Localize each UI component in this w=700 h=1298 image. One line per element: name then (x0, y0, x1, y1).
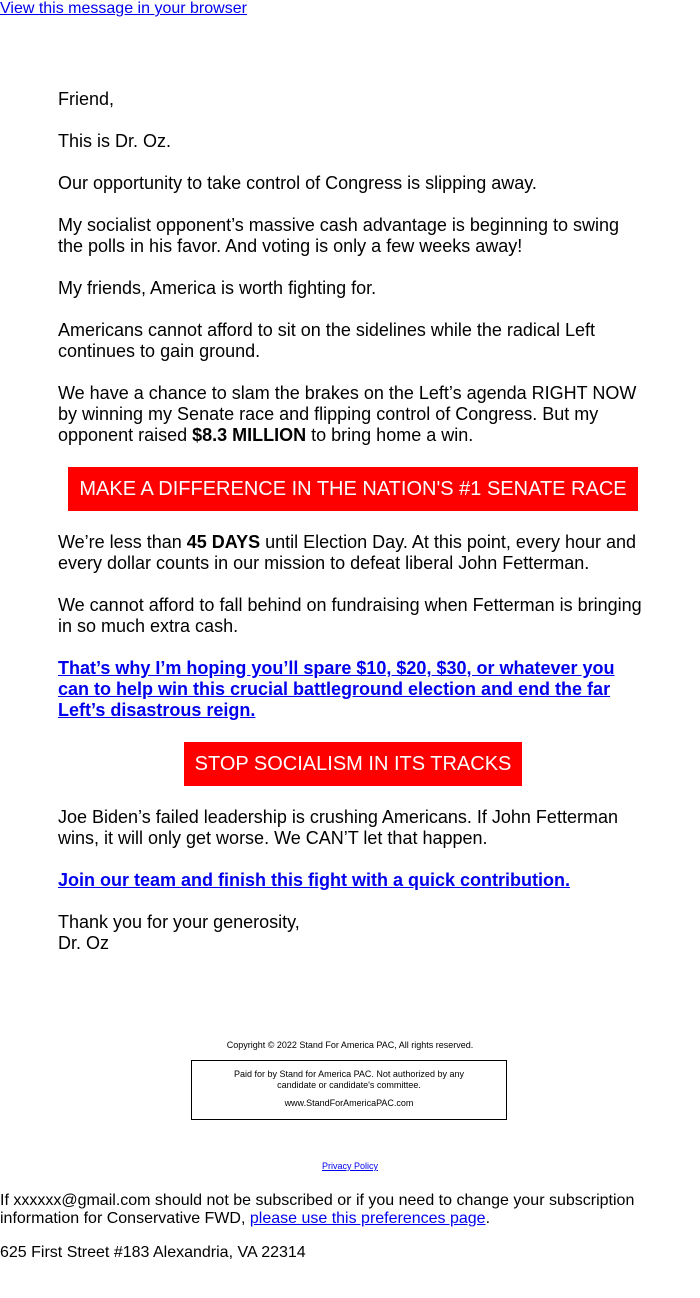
email-body (58, 89, 648, 975)
disclaimer-line-1: Paid for by Stand for America PAC. Not authorized by any (234, 1069, 464, 1079)
amount-highlight: $8.3 MILLION (192, 425, 307, 445)
paragraph-biden: Joe Biden’s failed leadership is crushing Americans. If John Fetterman wins, it will only get worse. We CAN’T let that happen. (58, 807, 618, 848)
paragraph-opponent: My socialist opponent’s massive cash advantage is beginning to swing the polls in his favor. And voting is only a few weeks away! (58, 215, 619, 256)
privacy-policy-link[interactable]: Privacy Policy (321, 1161, 378, 1171)
subscription-notice (0, 1192, 690, 1228)
subscription-end: . (485, 1210, 491, 1227)
days-highlight: 45 DAYS (186, 532, 261, 552)
intro-paragraph: This is Dr. Oz. (58, 131, 172, 151)
donation-link[interactable]: That’s why I’m hoping you’ll spare $10, $20, $30, or whatever you can to help win this crucial battleground election and end the far Left’s disastrous reign. (58, 658, 615, 720)
paragraph-days-end: until Election Day. At this point, every hour and every dollar counts in our mission to defeat liberal John Fetterman. (58, 532, 636, 573)
privacy-policy-wrap (0, 1160, 700, 1172)
signoff: Thank you for your generosity, (58, 912, 300, 932)
paragraph-fundraising: We cannot afford to fall behind on fundraising when Fetterman is bringing in so much extra cash. (58, 595, 642, 636)
join-team-link[interactable]: Join our team and finish this fight with a quick contribution. (58, 870, 570, 890)
paid-for-disclaimer (191, 1060, 507, 1120)
paragraph-brakes (58, 383, 648, 446)
paragraph-congress: Our opportunity to take control of Congress is slipping away. (58, 173, 537, 193)
signoff-block (58, 912, 648, 954)
disclaimer-website: www.StandForAmericaPAC.com (284, 1098, 414, 1108)
view-in-browser-link[interactable]: View this message in your browser (0, 0, 247, 17)
mailing-address: 625 First Street #183 Alexandria, VA 22314 (0, 1244, 306, 1261)
paragraph-days-text: We’re less than (58, 532, 187, 552)
paragraph-sidelines: Americans cannot afford to sit on the sidelines while the radical Left continues to gain ground. (58, 320, 595, 361)
paragraph-brakes-end: to bring home a win. (306, 425, 474, 445)
cta-stop-socialism-wrap (58, 742, 648, 786)
paragraph-days (58, 532, 648, 574)
donation-link-paragraph (58, 658, 648, 721)
join-link-paragraph (58, 870, 648, 891)
cta-senate-race-wrap (58, 467, 648, 511)
copyright-text: Copyright © 2022 Stand For America PAC, All rights reserved. (226, 1040, 474, 1050)
paragraph-america: My friends, America is worth fighting for. (58, 278, 377, 298)
paragraph-brakes-text: We have a chance to slam the brakes on the Left’s agenda RIGHT NOW by winning my Senate race and flipping control of Congress. But my opponent raised (58, 383, 637, 445)
disclaimer-line-2: candidate or candidate's committee. (277, 1080, 421, 1090)
cta-stop-socialism-button[interactable]: STOP SOCIALISM IN ITS TRACKS (184, 742, 523, 786)
greeting: Friend, (58, 89, 115, 109)
signature: Dr. Oz (58, 933, 110, 953)
subscription-text: If xxxxxx@gmail.com should not be subscribed or if you need to change your subscription information for Conservative FWD, (0, 1192, 635, 1227)
cta-senate-race-button[interactable]: MAKE A DIFFERENCE IN THE NATION'S #1 SENATE RACE (68, 467, 637, 511)
preferences-link[interactable]: please use this preferences page (249, 1210, 486, 1227)
